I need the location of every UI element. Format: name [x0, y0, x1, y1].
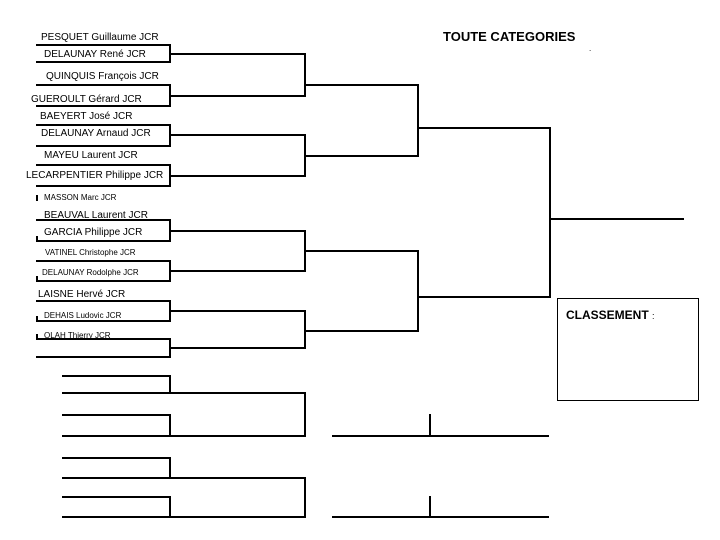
player-name: VATINEL Christophe JCR [45, 248, 136, 257]
player-name: MAYEU Laurent JCR [44, 150, 138, 161]
player-name: OLAH Thierry JCR [44, 331, 111, 340]
tournament-title: TOUTE CATEGORIES [443, 29, 576, 44]
player-name: MASSON Marc JCR [44, 193, 117, 202]
classement-label [566, 308, 655, 322]
classement-box [557, 298, 699, 401]
player-name: BEAUVAL Laurent JCR [44, 210, 148, 221]
player-name: DELAUNAY René JCR [44, 49, 146, 60]
classement-colon: : [652, 311, 655, 321]
player-name: DELAUNAY Rodolphe JCR [42, 268, 139, 277]
stray-dot: . [589, 44, 592, 53]
player-name: DELAUNAY Arnaud JCR [41, 128, 151, 139]
player-name: DEHAIS Ludovic JCR [44, 311, 122, 320]
player-name: BAEYERT José JCR [40, 111, 133, 122]
player-name: GUEROULT Gérard JCR [31, 94, 142, 105]
player-name: LECARPENTIER Philippe JCR [26, 170, 164, 181]
classement-text: CLASSEMENT [566, 308, 649, 322]
player-name: PESQUET Guillaume JCR [41, 32, 159, 43]
player-name: LAISNE Hervé JCR [38, 289, 126, 300]
player-name: QUINQUIS François JCR [46, 71, 159, 82]
player-name: GARCIA Philippe JCR [44, 227, 143, 238]
